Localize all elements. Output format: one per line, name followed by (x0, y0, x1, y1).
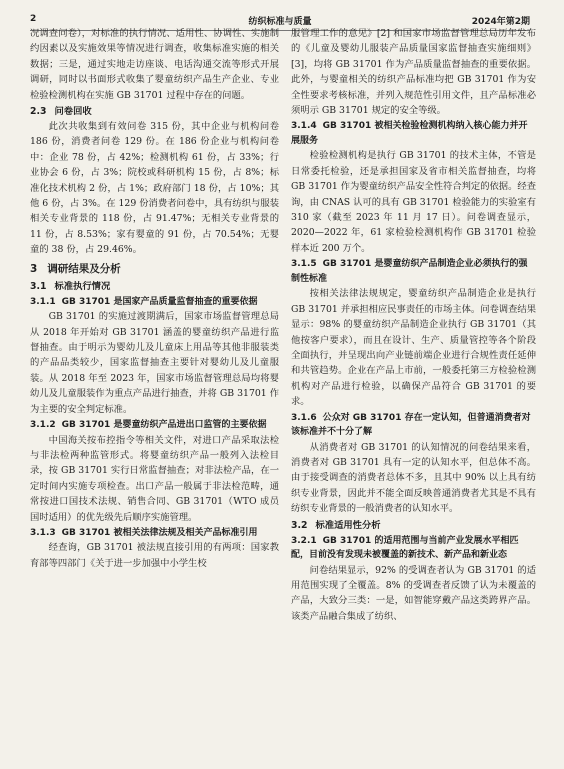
section-number: 3.2 (291, 519, 308, 531)
section-heading-3-1-5 (291, 257, 536, 286)
paragraph: GB 31701 的实施过渡期满后，国家市场监督管理总局从 2018 年开始对 GB 31701 涵盖的婴童纺织产品进行监督抽查。由于明示为婴幼儿及儿童床上用品等其他非服装类的产品品类较少，国家监督抽查主要针对婴幼儿及儿童服装。从 2018 年至 2023 年，国家市场监督管理总局均将婴幼儿及儿童服装作为重点产品进行抽查，并将 GB 31701 作为主要的安全判定标准。 (30, 311, 279, 415)
section-heading-3-1-6 (291, 411, 536, 440)
section-heading-3-2 (291, 518, 536, 533)
paragraph: 从消费者对 GB 31701 的认知情况的问卷结果来看，消费者对 GB 31701 具有一定的认知水平，但总体不高。由于接受调查的消费者总体不多，且其中 90% 以上具有纺织专业背景，因此并不能全面反映普通消费者尤其是不具有纺织专业背景的一般消费者的认知水平。 (291, 441, 536, 515)
section-number: 2.3 (30, 106, 47, 118)
journal-title: 纺织标准与质量 (248, 17, 312, 27)
section-title: 调研结果及分析 (47, 262, 121, 275)
section-heading-3-1-4 (291, 119, 536, 148)
paragraph: 问卷结果显示，92% 的受调查者认为 GB 31701 的适用范围实现了全覆盖。8% 的受调查者反馈了认为未覆盖的产品，大致分三类：一是，如智能穿戴产品这类跨界产品。该类产品融合集成了纺织、 (291, 564, 536, 622)
section-number: 3.1.4 (291, 121, 317, 132)
section-title: GB 31701 是婴童纺织产品制造企业必须执行的强制性标准 (291, 259, 528, 284)
paragraph: 按相关法律法规规定，婴童纺织产品制造企业是执行 GB 31701 并承担相应民事责任的市场主体。问卷调查结果显示：98% 的婴童纺织产品制造企业执行 GB 31701（其他按客户要求），而且在设计、生产、质量管控等各个阶段全面执行，并呈现出向产业链前端企业进行合规性责任延伸和共管趋势。企业在产品上市前，一般委托第三方检验检测机构对产品进行检验，以确保产品符合 GB 31701 的要求。 (291, 288, 536, 408)
section-number: 3.1.1 (30, 296, 56, 307)
section-number: 3.2.1 (291, 535, 317, 546)
paragraph: 服管理工作的意见》[2] 和国家市场监督管理总局历年发布的《儿童及婴幼儿服装产品质量国家监督抽查实施细则》[3]，均将 GB 31701 作为产品质量监督抽查的重要依据。此外，与婴童相关的纺织产品标准均把 GB 31701 作为安全性要求考核标准，并列入规范性引用文件，且产品标准必须明示 GB 31701 规定的安全等级。 (291, 28, 536, 117)
section-number: 3.1.5 (291, 259, 317, 270)
paragraph: 经查询，GB 31701 被法规直接引用的有两项：国家教育部等四部门《关于进一步加强中小学生校 (30, 542, 279, 569)
section-title: GB 31701 是国家产品质量监督抽查的重要依据 (61, 296, 258, 307)
paragraph: 此次共收集到有效问卷 315 份，其中企业与机构问卷 186 份，消费者问卷 129 份。在 186 份企业与机构问卷中：企业 78 份，占 42%；检测机构 61 份，占 33%；行业协会 6 份，占 3%；院校或科研机构 15 份，占 8%；标准化技术机构 2 份，占 1%；政府部门 18 份，占 10%；其他 6 份，占 3%。在 129 份消费者问卷中，具有纺织与服装相关专业背景的 118 份，占 91.47%；无相关专业背景的 11 份，占 8.53%；家有婴童的 91 份，占 70.54%；无婴童的 38 份，占 29.46%。 (30, 121, 279, 256)
issue-label: 2024年第2期 (471, 17, 530, 27)
page-number: 2 (30, 14, 37, 24)
paragraph: 检验检测机构是执行 GB 31701 的技术主体，不管是日常委托检验，还是承担国家及省市相关监督抽查，均将 GB 31701 作为婴童纺织产品安全性符合判定的依据。经查询，由 CNAS 认可的具有 GB 31701 检验能力的实验室有 310 家（截至 2023 年 11 月 17 日）。问卷调查显示，2020—2022 年，61 家检验检测机构作 GB 31701 检验样本近 200 万个。 (291, 150, 536, 254)
section-number: 3.1.3 (30, 527, 56, 538)
paragraph: 中国海关按布控指令等相关文件，对进口产品采取法检与非法检两种监管形式。将婴童纺织产品一般列入法检目录，按 GB 31701 实行日常监督抽查；对非法检产品，在一定时间内实施专项检查。出口产品一般属于非法检范畴，通常按进口国技术法规、销售合同、GB 31701（WTO 成员国时适用）的优先级先后顺序实施管理。 (30, 434, 279, 523)
section-title: GB 31701 是婴童纺织产品进出口监管的主要依据 (61, 420, 267, 431)
section-number: 3.1 (30, 280, 47, 292)
left-column (30, 26, 279, 571)
section-title: GB 31701 被相关法律法规及相关产品标准引用 (61, 527, 258, 538)
section-heading-3-1-2 (30, 418, 279, 433)
paragraph: 况调查问卷），对标准的执行情况、适用性、协调性、实施制约因素以及实施效果等情况进行调查，收集标准实施的相关数据；三是，通过实地走访座谈、电话沟通交流等形式开展调研，同时以书面形式收集了婴童纺织产品生产企业、专业检验检测机构在实施 GB 31701 过程中存在的问题。 (30, 28, 279, 101)
section-heading-3-1-1 (30, 295, 279, 310)
section-number: 3.1.6 (291, 412, 317, 423)
section-heading-3 (30, 260, 279, 278)
section-title: 标准执行情况 (54, 280, 111, 292)
section-heading-3-1-3 (30, 526, 279, 541)
right-column (291, 26, 536, 624)
section-heading-3-2-1 (291, 534, 536, 563)
section-title: 问卷回收 (54, 106, 92, 118)
section-heading-2-3 (30, 104, 279, 119)
section-title: GB 31701 的适用范围与当前产业发展水平相匹配，目前没有发现未被覆盖的新技术、新产品和新业态 (291, 535, 519, 561)
section-title: 公众对 GB 31701 存在一定认知，但普通消费者对该标准并不十分了解 (291, 412, 531, 438)
section-title: GB 31701 被相关检验检测机构纳入核心能力并开展服务 (291, 121, 528, 146)
section-heading-3-1 (30, 279, 279, 294)
section-number: 3.1.2 (30, 420, 56, 431)
section-title: 标准适用性分析 (315, 519, 381, 531)
section-number: 3 (30, 262, 38, 275)
